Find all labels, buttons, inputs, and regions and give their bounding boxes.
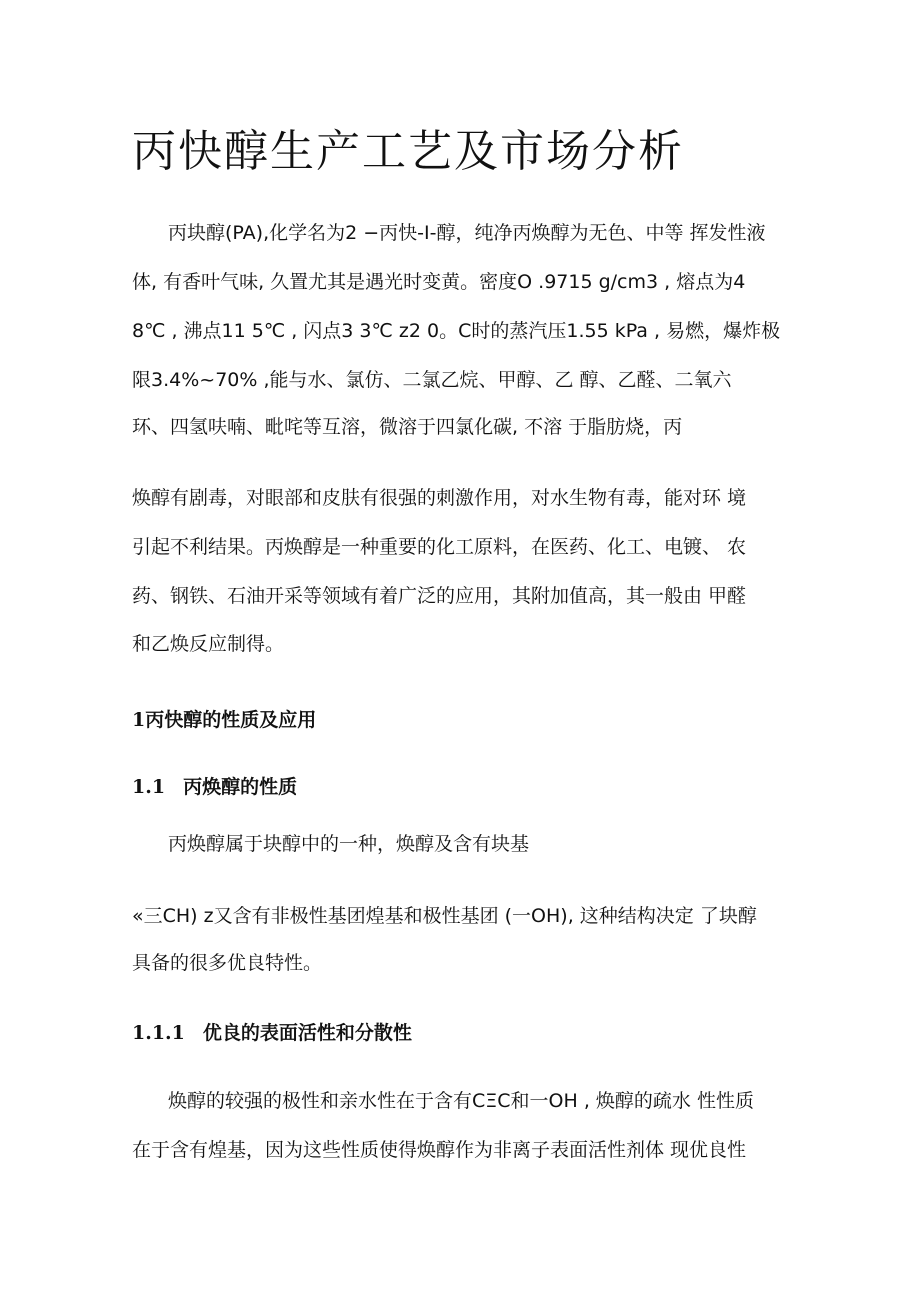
paragraph-line: 焕醇有剧毒，对眼部和皮肤有很强的刺激作用，对水生物有毒，能对环 境 xyxy=(132,487,747,509)
paragraph-line: 具备的很多优良特性。 xyxy=(132,952,323,974)
subsubsection-number: 1.1.1 xyxy=(132,1022,185,1044)
paragraph-line: 限3.4%~70% ,能与水、氯仿、二氯乙烷、甲醇、乙 醇、乙醛、二氧六 xyxy=(132,369,732,391)
paragraph-line: 丙块醇(PA),化学名为2 −丙快-I-醇，纯净丙焕醇为无色、中等 挥发性液 xyxy=(168,222,766,244)
subsubsection-label: 优良的表面活性和分散性 xyxy=(202,1022,412,1044)
paragraph-line: 体, 有香叶气味, 久置尤其是遇光时变黄。密度O .9715 g/cm3 , 熔点为4 xyxy=(132,271,746,293)
subsection-number: 1.1 xyxy=(132,776,166,798)
section-heading: 1丙快醇的性质及应用 xyxy=(132,709,317,731)
paragraph-line: 和乙焕反应制得。 xyxy=(132,633,285,655)
paragraph-line: 在于含有煌基，因为这些性质使得焕醇作为非离子表面活性剂体 现优良性 xyxy=(132,1139,747,1161)
paragraph-line: «三CH) z又含有非极性基团煌基和极性基团 (一OH), 这种结构决定 了块醇 xyxy=(132,905,757,927)
subsection-heading xyxy=(132,773,297,801)
subsection-label: 丙焕醇的性质 xyxy=(183,776,298,798)
paragraph-line: 引起不利结果。丙焕醇是一种重要的化工原料，在医药、化工、电镀、 农 xyxy=(132,536,747,558)
paragraph-line: 环、四氢呋喃、毗咤等互溶，微溶于四氯化碳, 不溶 于脂肪烧，丙 xyxy=(132,416,683,438)
paragraph-line: 8℃ , 沸点11 5℃ , 闪点3 3℃ z2 0。C时的蒸汽压1.55 kPa , 易燃，爆炸极 xyxy=(132,320,781,342)
subsubsection-heading xyxy=(132,1019,412,1047)
paragraph-line: 药、钢铁、石油开采等领域有着广泛的应用，其附加值高，其一般由 甲醛 xyxy=(132,585,747,607)
page-title: 丙快醇生产工艺及市场分析 xyxy=(132,126,684,177)
paragraph-line: 丙焕醇属于块醇中的一种，焕醇及含有块基 xyxy=(168,833,530,855)
paragraph-line: 焕醇的较强的极性和亲水性在于含有CΞC和一OH , 焕醇的疏水 性性质 xyxy=(168,1090,754,1112)
